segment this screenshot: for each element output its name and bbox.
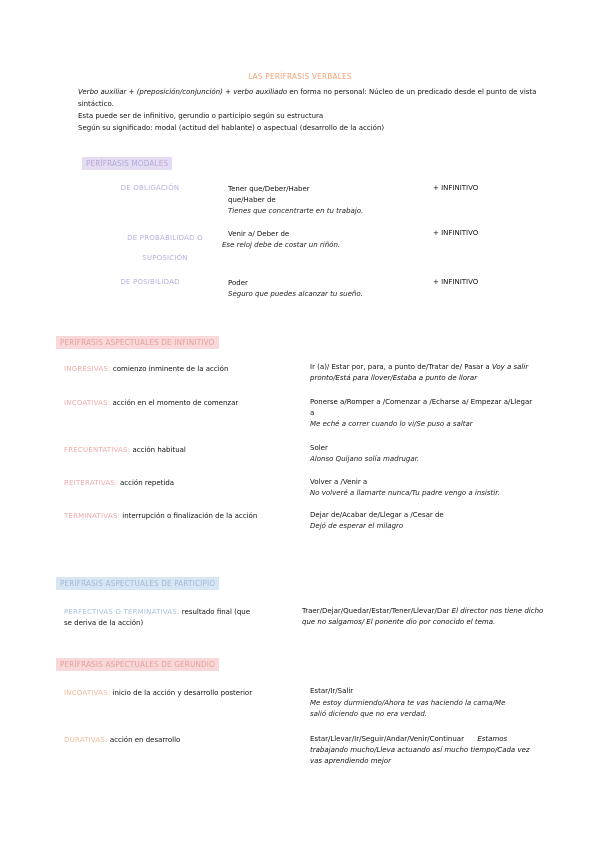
- infinitivo-row-frecuentativas: [64, 445, 264, 456]
- infinitivo-form-reiterativas: Volver a /Venir a: [310, 478, 368, 486]
- modal-plus-posibilidad: + INFINITIVO: [433, 278, 479, 286]
- label-terminativas: TERMINATIVAS:: [64, 512, 121, 520]
- infinitivo-row-ingresivas: [64, 364, 264, 375]
- intro-line-3: Según su significado: modal (actitud del hablante) o aspectual (desarrollo de la acción): [78, 124, 385, 132]
- infinitivo-heading-wrap: [56, 336, 219, 349]
- modal-category-probabilidad: DE PROBABILIDAD O SUPOSICIÓN: [127, 234, 203, 262]
- modal-category-obligacion: DE OBLIGACIÓN: [120, 184, 180, 192]
- modal-example-posibilidad: Seguro que puedes alcanzar tu sueño.: [228, 290, 363, 298]
- modal-form-posibilidad: Poder: [228, 279, 248, 287]
- participio-heading: PERÍFRASIS ASPECTUALES DE PARTICIPIO: [56, 577, 219, 590]
- modal-plus-obligacion: + INFINITIVO: [433, 184, 479, 192]
- intro-line-1: [78, 86, 548, 110]
- desc-reiterativas: acción repetida: [117, 479, 175, 487]
- gerundio-heading-wrap: [56, 658, 219, 671]
- label-gerundio-durativas: DURATIVAS:: [64, 736, 108, 744]
- page-title: LAS PERÍFRASIS VERBALES: [248, 72, 352, 81]
- intro: [78, 86, 548, 134]
- gerundio-row-durativas: [64, 735, 264, 746]
- desc-perfectivas: resultado final (que se deriva de la acción): [64, 608, 251, 627]
- label-incoativas: INCOATIVAS:: [64, 399, 111, 407]
- intro-line-1-rest: en forma no personal: Núcleo de un predicado desde el punto de vista sintáctico.: [78, 88, 537, 108]
- modales-heading-wrap: [82, 157, 172, 170]
- desc-gerundio-incoativas: inicio de la acción y desarrollo posterior: [110, 689, 253, 697]
- desc-terminativas: interrupción o finalización de la acción: [120, 512, 258, 520]
- gerundio-example-incoativas: Me estoy durmiendo/Ahora te vas haciendo la cama/Me salió diciendo que no era verdad.: [310, 699, 506, 718]
- modal-example-probabilidad: Ese reloj debe de costar un riñón.: [222, 241, 341, 249]
- participio-heading-wrap: [56, 577, 219, 590]
- infinitivo-row-reiterativas: [64, 478, 264, 489]
- infinitivo-form-frecuentativas: Soler: [310, 444, 328, 452]
- gerundio-form-durativas-wrap: [310, 734, 535, 767]
- infinitivo-form-ingresivas: [310, 362, 535, 384]
- infinitivo-example-terminativas: Dejó de esperar el milagro: [310, 522, 404, 530]
- infinitivo-form-incoativas: Ponerse a/Romper a /Comenzar a /Echarse a/ Empezar a/Llegar a: [310, 398, 533, 417]
- participio-row: [64, 607, 254, 629]
- participio-form-wrap: [302, 606, 547, 628]
- form-perfectivas: Traer/Dejar/Quedar/Estar/Tener/Llevar/Dar: [302, 607, 450, 615]
- modal-form-obligacion: Tener que/Deber/Haber que/Haber de: [228, 185, 310, 204]
- form-gerundio-durativas: Estar/Llevar/Ir/Seguir/Andar/Venir/Continuar: [310, 735, 464, 743]
- desc-incoativas: acción en el momento de comenzar: [110, 399, 239, 407]
- example-perfectivas: El director nos tiene dicho que no salgamos/ El ponente dio por conocido el tema.: [302, 607, 544, 626]
- example-gerundio-durativas: Estamos trabajando mucho/Lleva actuando así mucho tiempo/Cada vez vas aprendiendo mejor: [310, 735, 530, 765]
- label-gerundio-incoativas: INCOATIVAS:: [64, 689, 111, 697]
- gerundio-form-incoativas: Estar/Ir/Salir: [310, 687, 354, 695]
- infinitivo-example-frecuentativas: Alonso Quijano solía madrugar.: [310, 455, 420, 463]
- infinitivo-example-reiterativas: No volveré a llamarte nunca/Tu padre vengo a insistir.: [310, 489, 500, 497]
- desc-frecuentativas: acción habitual: [130, 446, 186, 454]
- form-ingresivas: Ir (a)/ Estar por, para, a punto de/Tratar de/ Pasar a: [310, 363, 490, 371]
- infinitivo-heading: PERÍFRASIS ASPECTUALES DE INFINITIVO: [56, 336, 219, 349]
- gerundio-heading: PERÍFRASIS ASPECTUALES DE GERUNDIO: [56, 658, 219, 671]
- label-reiterativas: REITERATIVAS:: [64, 479, 118, 487]
- example-ingresivas: Voy a salir pronto/Está para llover/Estaba a punto de llorar: [310, 363, 529, 382]
- modales-heading: PERÍFRASIS MODALES: [82, 157, 172, 170]
- modal-example-obligacion: Tienes que concentrarte en tu trabajo.: [228, 207, 364, 215]
- intro-line-2: Esta puede ser de infinitivo, gerundio o participio según su estructura: [78, 112, 324, 120]
- gerundio-row-incoativas: [64, 688, 254, 699]
- label-perfectivas: PERFECTIVAS O TERMINATIVAS:: [64, 608, 180, 616]
- desc-gerundio-durativas: acción en desarrollo: [107, 736, 181, 744]
- infinitivo-row-terminativas: [64, 511, 284, 522]
- modal-plus-probabilidad: + INFINITIVO: [433, 229, 479, 237]
- intro-formula: Verbo auxiliar + (preposición/conjunción) + verbo auxiliado: [78, 88, 288, 96]
- label-ingresivas: INGRESIVAS:: [64, 365, 111, 373]
- modal-category-posibilidad: DE POSIBILIDAD: [120, 278, 180, 286]
- infinitivo-form-terminativas: Dejar de/Acabar de/Llegar a /Cesar de: [310, 511, 444, 519]
- modal-form-probabilidad: Venir a/ Deber de: [228, 230, 290, 238]
- infinitivo-example-incoativas: Me eché a correr cuando lo vi/Se puso a saltar: [310, 420, 473, 428]
- infinitivo-row-incoativas: [64, 398, 284, 409]
- label-frecuentativas: FRECUENTATIVAS:: [64, 446, 131, 454]
- desc-ingresivas: comienzo inminente de la acción: [110, 365, 229, 373]
